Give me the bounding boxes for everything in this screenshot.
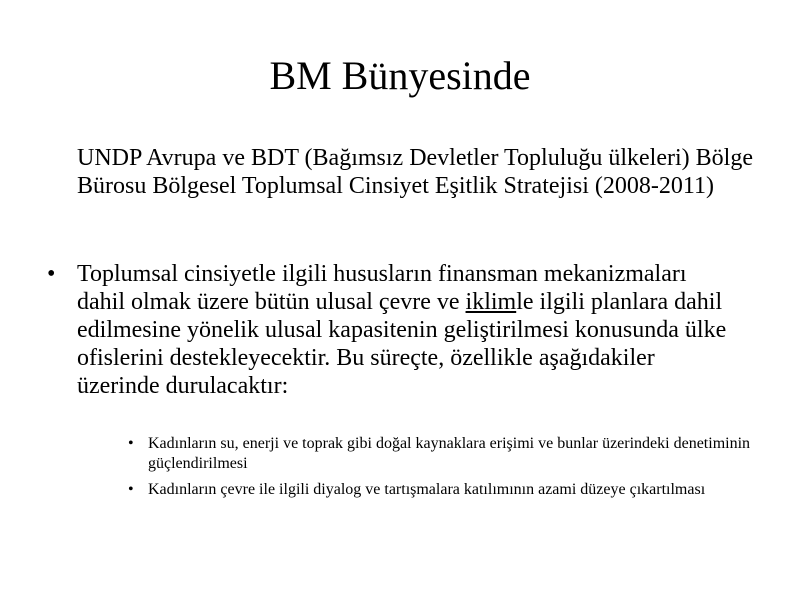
sub-bullet-text: Kadınların su, enerji ve toprak gibi doğal kaynaklara erişimi ve bunlar üzerindeki denetiminin güçlendirilmesi [148,435,751,472]
sub-bullet-icon: • [128,481,134,498]
bullet-icon: • [47,261,56,287]
sub-bullet-icon: • [128,435,134,452]
slide-title: BM Bünyesinde [269,53,531,98]
sub-bullet-list [128,434,768,506]
main-bullet-text-part2: le ilgili planlara dahil edilmesine yönelik ulusal kapasitenin geliştirilmesi konusunda ülke ofislerini destekleyecektir. Bu süreçte, özellikle aşağıdakiler üzerinde durulacaktır: [77,289,727,399]
sub-bullet-text: Kadınların çevre ile ilgili diyalog ve tartışmalara katılımının azami düzeye çıkartılması [148,481,706,498]
sub-bullet-item [128,480,768,500]
underlined-word: iklim [465,289,517,315]
sub-bullet-item [128,434,768,474]
intro-text: UNDP Avrupa ve BDT (Bağımsız Devletler Topluluğu ülkeleri) Bölge Bürosu Bölgesel Toplumsal Cinsiyet Eşitlik Stratejisi (2008-2011) [77,145,753,199]
main-bullet-text [77,260,737,400]
main-bullet-text-part1: Toplumsal cinsiyetle ilgili hususların finansman mekanizmaları dahil olmak üzere bütün ulusal çevre ve [77,261,687,315]
